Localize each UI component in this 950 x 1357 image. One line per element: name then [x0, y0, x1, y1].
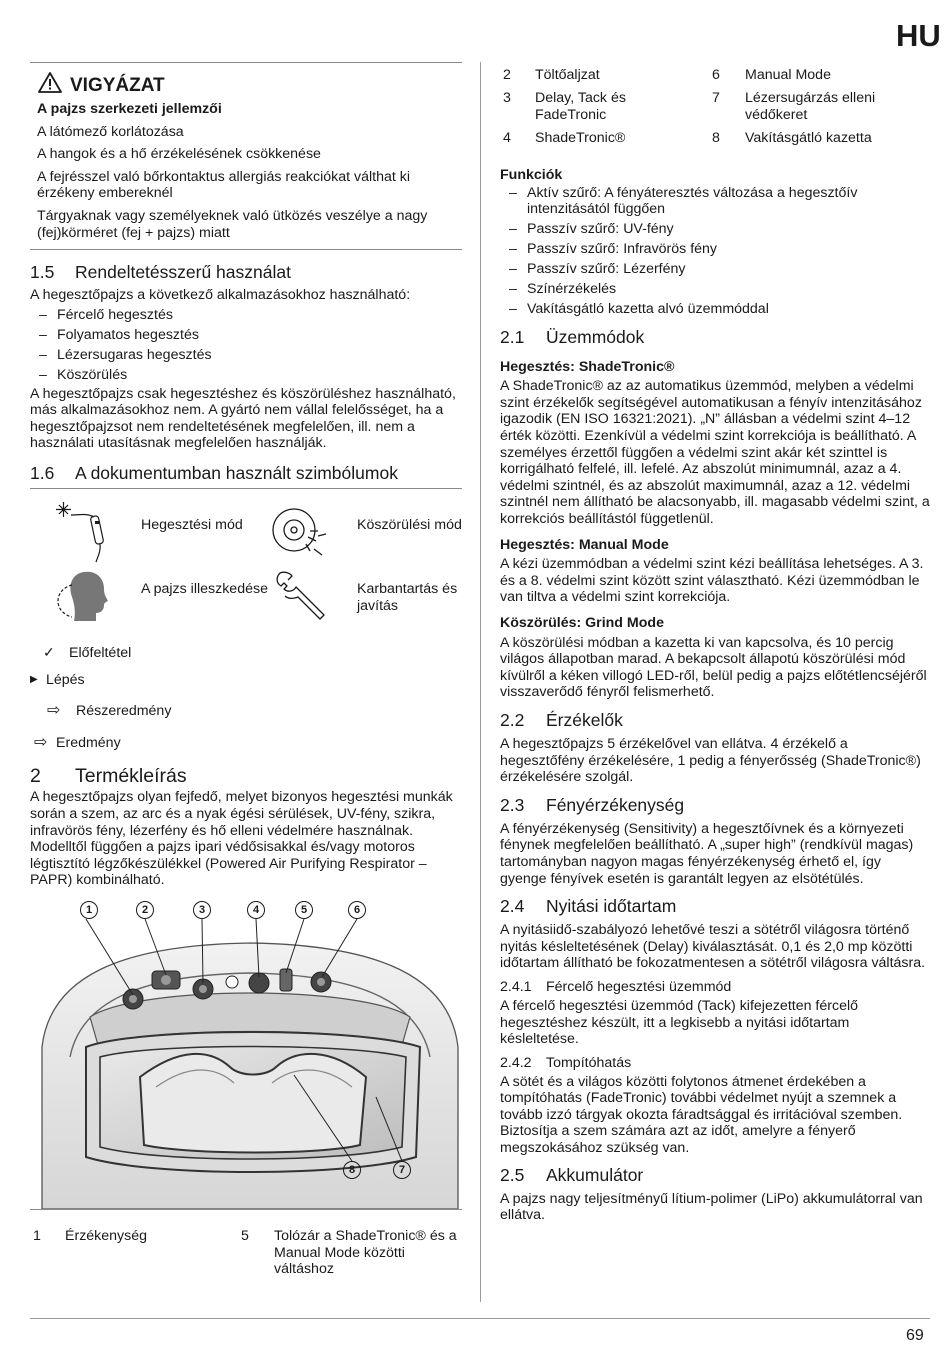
intended-use-body: A hegesztőpajzs csak hegesztéshez és köszörüléshez használható, más alkalmazásokhoz nem. A gyártó nem vállal felelősséget, ha a hegesztőpajzsot nem rendeltetésének megfelelően, ill. nem a használati utasításnak megfelelően használják.	[30, 385, 456, 452]
section-heading-2-4	[500, 896, 930, 917]
footer-rule	[30, 1318, 930, 1319]
part-label: Lézersugárzás elleni védőkeret	[745, 90, 876, 123]
section-title: Rendeltetésszerű használat	[75, 262, 291, 283]
section-number: 2.5	[500, 1164, 525, 1185]
callout-marker: 3	[193, 901, 211, 919]
functions-list	[500, 185, 930, 318]
figure-rule	[30, 1209, 462, 1210]
section-heading-2-2	[500, 710, 930, 731]
warning-item: A látómező korlátozása	[37, 123, 184, 140]
part-number: 2	[503, 67, 511, 83]
outline-arrow-icon: ⇨	[47, 702, 61, 720]
product-description: A hegesztőpajzs olyan fejfedő, melyet bizonyos hegesztési munkák során a szem, az arc és a nyak égési sérülések, UV-fény, szikra, infravörös fény, lézerfény és hő elleni védelmére használnak. Modelltől függően a pajzs ipari védősisakkal és/vagy motoros légtisztító légzőkészülékkel (Powered Air Purifying Respirator – PAPR) kombinálható.	[30, 789, 453, 889]
list-item: – Folyamatos hegesztés	[30, 327, 462, 344]
subheading-manual: Hegesztés: Manual Mode	[500, 536, 669, 553]
section-title: Nyitási időtartam	[546, 896, 677, 917]
part-number: 4	[503, 130, 511, 146]
callout-marker: 8	[343, 1161, 361, 1179]
warning-item: A fejrésszel való bőrkontaktus allergiás reakciókat válthat ki érzékeny embereknél	[37, 168, 410, 202]
part-number: 1	[33, 1228, 41, 1244]
battery-body: A pajzs nagy teljesítményű lítium-polimer (LiPo) akkumulátorral van ellátva.	[500, 1190, 923, 1224]
symbol-label-maintenance: Karbantartás és javítás	[357, 581, 458, 614]
callout-marker: 5	[295, 901, 313, 919]
legend-partial-result	[47, 703, 462, 720]
section-number: 2.4.1	[500, 978, 532, 995]
section-title: Tompítóhatás	[546, 1054, 632, 1071]
fade-body: A sötét és a világos közötti folytonos átmenet érdekében a tompítóhatás (FadeTronic) további védelmet nyújt a szemnek a tovább izzó tárgyak okozta fáradtsággal és irritációval szemben. Biztosítja a szem számára azt az időt, amelyre a fényerő megszokásához szükség van.	[500, 1073, 903, 1157]
list-item: – Fércelő hegesztés	[30, 307, 462, 324]
right-column	[500, 62, 930, 1224]
warning-triangle-icon	[38, 72, 62, 99]
section-rule	[30, 488, 462, 489]
section-heading-1-6	[30, 463, 462, 484]
subheading-grind: Köszörülés: Grind Mode	[500, 615, 664, 632]
warning-bottom-rule	[30, 249, 462, 250]
legend-label: Lépés	[46, 671, 85, 688]
outline-arrow-icon: ⇨	[34, 733, 48, 751]
section-number: 2.1	[500, 326, 525, 347]
shadetronic-body: A ShadeTronic® az az automatikus üzemmód, melyben a védelmi szint érzékelők segítségével automatikusan a fényív intenzitásához igazodik (EN ISO 16321:2021). „N” állásban a védelmi szint 4–12 érték közötti. Ezenkívül a védelmi szint korrekciója is beállítható. A személyes érzettől függően a védelmi szint akár két szinttel is korrigálható felfelé, ill. lefelé. Az abszolút minimumnál, azaz a 4. védelmi szintnél, és az abszolút maximumnál, azaz a 12. védelmi szintnél nem állítható be alacsonyabb, ill. magasabb védelmi szint, a korrekciós beállítástól függetlenül.	[500, 378, 930, 528]
part-number: 3	[503, 90, 511, 106]
language-code: HU	[896, 18, 941, 53]
head-fit-icon	[54, 567, 116, 628]
section-number: 1.6	[30, 463, 55, 484]
legend-result	[34, 735, 462, 752]
grind-body: A köszörülési módban a kazetta ki van kapcsolva, és 10 percig világos állapotban marad. A bekapcsolt állapotú köszörülési mód kívülről a kéken villogó LED-ről, belül pedig a pajzs előtétlencséjéről visszaverődő fényről felismerhető.	[500, 634, 927, 701]
list-item: – Lézersugaras hegesztés	[30, 347, 462, 364]
manual-body: A kézi üzemmódban a védelmi szint kézi beállítása lehetséges. A 3. és a 8. védelmi szint között szint választható. Kézi üzemmódban le van tiltva a védelmi szint korrekciója.	[500, 556, 924, 606]
section-number: 2.3	[500, 794, 525, 815]
part-number: 7	[712, 90, 720, 106]
play-icon: ▶	[30, 673, 38, 685]
section-title: Termékleírás	[75, 765, 187, 788]
left-column	[30, 62, 462, 1288]
section-number: 2	[30, 765, 41, 788]
sensitivity-body: A fényérzékenység (Sensitivity) a hegesztőívnek és a környezeti fénynek megfelelően beállítható. A „super high” (rendkívül magas) tartományban nagyon magas fényérzékenység érhető el, így gyenge fényívek esetén is garantált legyen az elsötétülés.	[500, 820, 914, 887]
list-item: – Aktív szűrő: A fényáteresztés változása a hegesztőív intenzitásától függően	[500, 185, 930, 218]
part-label: ShadeTronic®	[535, 130, 626, 146]
section-heading-2-1	[500, 327, 930, 348]
symbol-label-fit: A pajzs illeszkedése	[141, 581, 268, 598]
part-label: Delay, Tack és FadeTronic	[535, 90, 626, 123]
section-heading-2	[30, 764, 462, 788]
subheading-shadetronic: Hegesztés: ShadeTronic®	[500, 358, 675, 375]
functions-title: Funkciók	[500, 167, 563, 183]
section-title: Üzemmódok	[546, 326, 645, 347]
section-heading-2-3	[500, 795, 930, 816]
list-item: – Vakításgátló kazetta alvó üzemmóddal	[500, 301, 930, 318]
list-item: – Passzív szűrő: UV-fény	[500, 221, 930, 238]
section-title: Fércelő hegesztési üzemmód	[546, 978, 732, 995]
intended-use-intro: A hegesztőpajzs a következő alkalmazásokhoz használható:	[30, 287, 411, 304]
section-number: 2.4.2	[500, 1054, 532, 1071]
callout-marker: 7	[393, 1161, 411, 1179]
warning-title: VIGYÁZAT	[70, 74, 165, 96]
section-heading-2-4-1	[500, 979, 930, 996]
section-number: 2.4	[500, 896, 525, 917]
section-title: Érzékelők	[546, 709, 623, 730]
parts-legend-right	[500, 67, 930, 155]
section-heading-2-4-2	[500, 1055, 930, 1072]
part-label: Érzékenység	[65, 1228, 148, 1244]
symbol-label-welding: Hegesztési mód	[141, 517, 243, 534]
symbol-grid	[30, 497, 462, 623]
callout-marker: 6	[348, 901, 366, 919]
warning-item: Tárgyaknak vagy személyeknek való ütközés veszélye a nagy (fej)körméret (fej + pajzs) miatt	[37, 207, 428, 241]
section-title: Akkumulátor	[546, 1164, 644, 1185]
parts-legend-left	[30, 1228, 462, 1288]
part-label: Vakításgátló kazetta	[745, 130, 872, 146]
part-label: Tolózár a ShadeTronic® és a Manual Mode közötti váltáshoz	[274, 1228, 457, 1278]
callout-marker: 1	[80, 901, 98, 919]
warning-item: A hangok és a hő érzékelésének csökkenése	[37, 146, 321, 163]
section-title: Fényérzékenység	[546, 794, 685, 815]
column-divider	[480, 62, 481, 1302]
section-heading-1-5	[30, 262, 462, 283]
tack-mode-body: A fércelő hegesztési üzemmód (Tack) kifejezetten fércelő hegesztéshez készült, itt a legkisebb a nyitási időtartam késleltetése.	[500, 997, 859, 1048]
helmet-figure	[30, 897, 462, 1209]
check-icon: ✓	[43, 645, 55, 662]
part-number: 8	[712, 130, 720, 146]
list-item: – Passzív szűrő: Infravörös fény	[500, 241, 930, 258]
section-heading-2-5	[500, 1165, 930, 1186]
opening-time-body: A nyitásiidő-szabályozó lehetővé teszi a sötétről világosra történő nyitás késleltetésének (Delay) kiválasztását. 0,1 és 2,0 mp közötti időtartam állítható be fokozatmentesen a sötétről világosra váltásra.	[500, 922, 926, 972]
sensors-body: A hegesztőpajzs 5 érzékelővel van ellátva. 4 érzékelő a hegesztőfény érzékelésére, 1 pedig a fényerősség (ShadeTronic®) érzékelésére szolgál.	[500, 735, 921, 786]
legend-step	[30, 672, 462, 689]
grinding-disc-icon	[270, 503, 332, 564]
legend-label: Részeredmény	[76, 703, 172, 720]
intended-use-list	[30, 307, 462, 384]
page-number: 69	[906, 1327, 924, 1344]
legend-label: Előfeltétel	[69, 645, 132, 662]
section-number: 1.5	[30, 262, 55, 283]
symbol-label-grinding: Köszörülési mód	[357, 517, 462, 534]
list-item: – Köszörülés	[30, 367, 462, 384]
warning-subtitle: A pajzs szerkezeti jellemzői	[37, 101, 222, 117]
section-number: 2.2	[500, 709, 525, 730]
part-number: 6	[712, 67, 720, 83]
legend-label: Eredmény	[56, 734, 121, 751]
part-label: Töltőaljzat	[535, 67, 600, 83]
callout-marker: 4	[247, 901, 265, 919]
list-item: – Passzív szűrő: Lézerfény	[500, 261, 930, 278]
callout-marker: 2	[136, 901, 154, 919]
warning-heading	[38, 72, 462, 99]
list-item: – Színérzékelés	[500, 281, 930, 298]
welding-torch-icon	[54, 501, 116, 568]
part-label: Manual Mode	[745, 67, 831, 83]
part-number: 5	[241, 1228, 249, 1244]
legend-prerequisite	[43, 645, 462, 662]
section-title: A dokumentumban használt szimbólumok	[75, 463, 398, 484]
warning-top-rule	[30, 62, 462, 63]
wrench-icon	[274, 569, 330, 626]
